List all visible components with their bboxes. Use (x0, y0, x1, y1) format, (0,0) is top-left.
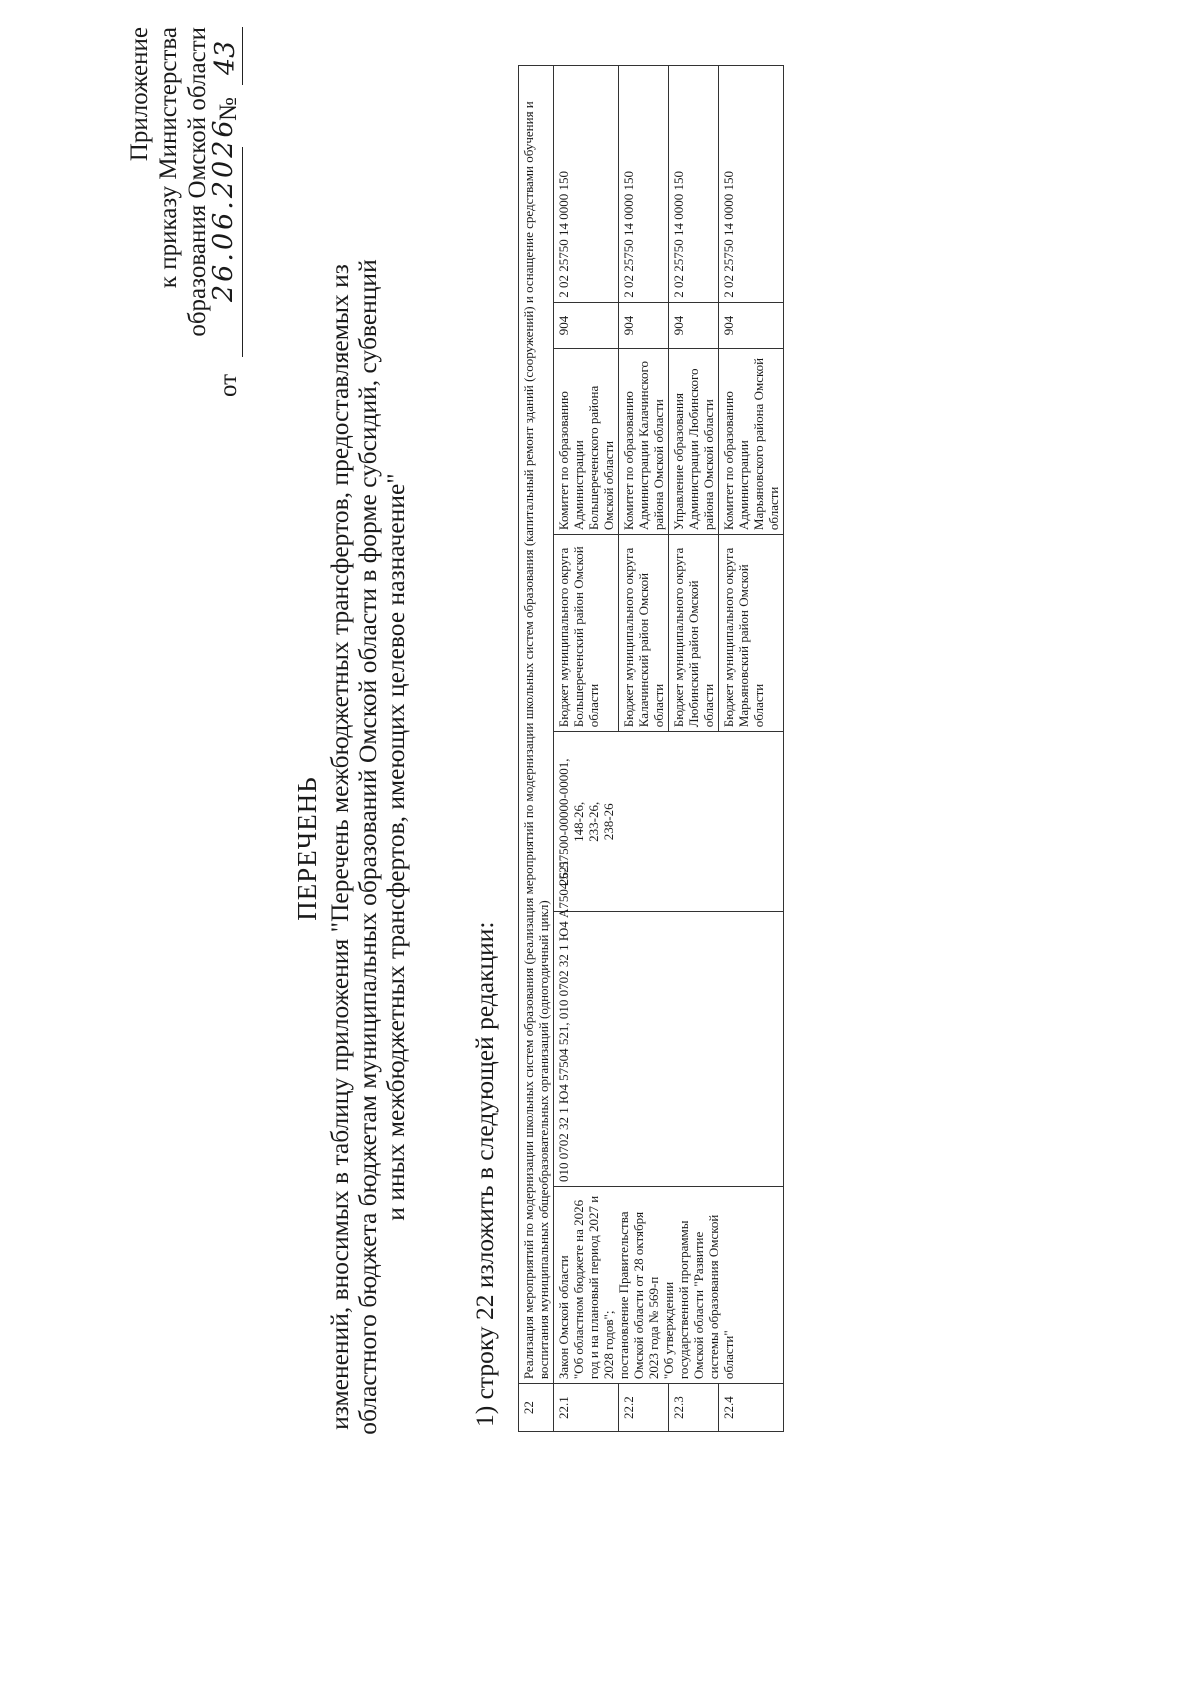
recipient-budget-cell: Бюджет муниципального округа Марьяновский район Омской области (719, 535, 784, 732)
agreement-numbers-cell: 26-57500-00000-00001, 148-26, 233-26, 238-26 (554, 732, 784, 912)
appendix-line: образования Омской области (184, 27, 211, 337)
order-date-line (208, 27, 245, 397)
table-row-22 (519, 66, 554, 1432)
appendix-line: к приказу Министерства (155, 27, 182, 289)
admin-code-cell: 904 (619, 302, 669, 348)
row-number: 22.3 (669, 1384, 719, 1432)
transfers-table (518, 65, 784, 1432)
appendix-header (125, 27, 212, 357)
recipient-budget-cell: Бюджет муниципального округа Большереченский район Омской области (554, 535, 619, 732)
row-22-description: Реализация мероприятий по модернизации школьных систем образования (реализация мероприятий по модернизации школьных систем образования (капитальный ремонт зданий (сооружений) и оснащение средствами обучения и воспитания муниципальных общеобразовательных организаций (одногодичный цикл) (519, 66, 554, 1384)
row-number: 22.2 (619, 1384, 669, 1432)
instruction-text: 1) строку 22 изложить в следующей редакции: (470, 921, 499, 1427)
row-number: 22.4 (719, 1384, 784, 1432)
revenue-code-cell: 2 02 25750 14 0000 150 (719, 66, 784, 303)
number-label: № (215, 97, 242, 121)
administrator-cell: Комитет по образованию Администрации Калачинского района Омской области (619, 349, 669, 535)
recipient-budget-cell: Бюджет муниципального округа Калачинский район Омской области (619, 535, 669, 732)
legal-basis-cell: Закон Омской области "Об областном бюджете на 2026 год и на плановый период 2027 и 2028 годов"; постановление Правительства Омской области от 28 октября 2023 года № 569-п "Об утверждении государственной программы Омской области "Развитие системы образования Омской области" (554, 1187, 784, 1384)
row-number: 22.1 (554, 1384, 619, 1432)
admin-code-cell: 904 (669, 302, 719, 348)
from-label: от (215, 373, 242, 397)
appendix-line: Приложение (126, 27, 153, 162)
administrator-cell: Комитет по образованию Администрации Марьяновского района Омской области (719, 349, 784, 535)
document-title: ПЕРЕЧЕНЬ (292, 776, 322, 921)
budget-codes-cell: 010 0702 32 1 Ю4 57504 521, 010 0702 32 1 Ю4 А7504 521 (554, 912, 784, 1187)
order-date: 26.06.2026 (208, 117, 239, 302)
admin-code-cell: 904 (719, 302, 784, 348)
document-subtitle: изменений, вносимых в таблицу приложения "Перечень межбюджетных трансфертов, предоставляемых из областного бюджета бюджетам муниципальных образований Омской области в форме субсидий, субвенций и иных межбюджетных трансфертов, имеющих целевое назначение" (325, 259, 410, 1435)
recipient-budget-cell: Бюджет муниципального округа Любинский район Омской области (669, 535, 719, 732)
order-number: 43 (210, 40, 241, 75)
revenue-code-cell: 2 02 25750 14 0000 150 (619, 66, 669, 303)
admin-code-cell: 904 (554, 302, 619, 348)
table-row (554, 66, 619, 1432)
revenue-code-cell: 2 02 25750 14 0000 150 (669, 66, 719, 303)
administrator-cell: Комитет по образованию Администрации Большереченского района Омской области (554, 349, 619, 535)
row-number: 22 (519, 1384, 554, 1432)
revenue-code-cell: 2 02 25750 14 0000 150 (554, 66, 619, 303)
administrator-cell: Управление образования Администрации Любинского района Омской области (669, 349, 719, 535)
